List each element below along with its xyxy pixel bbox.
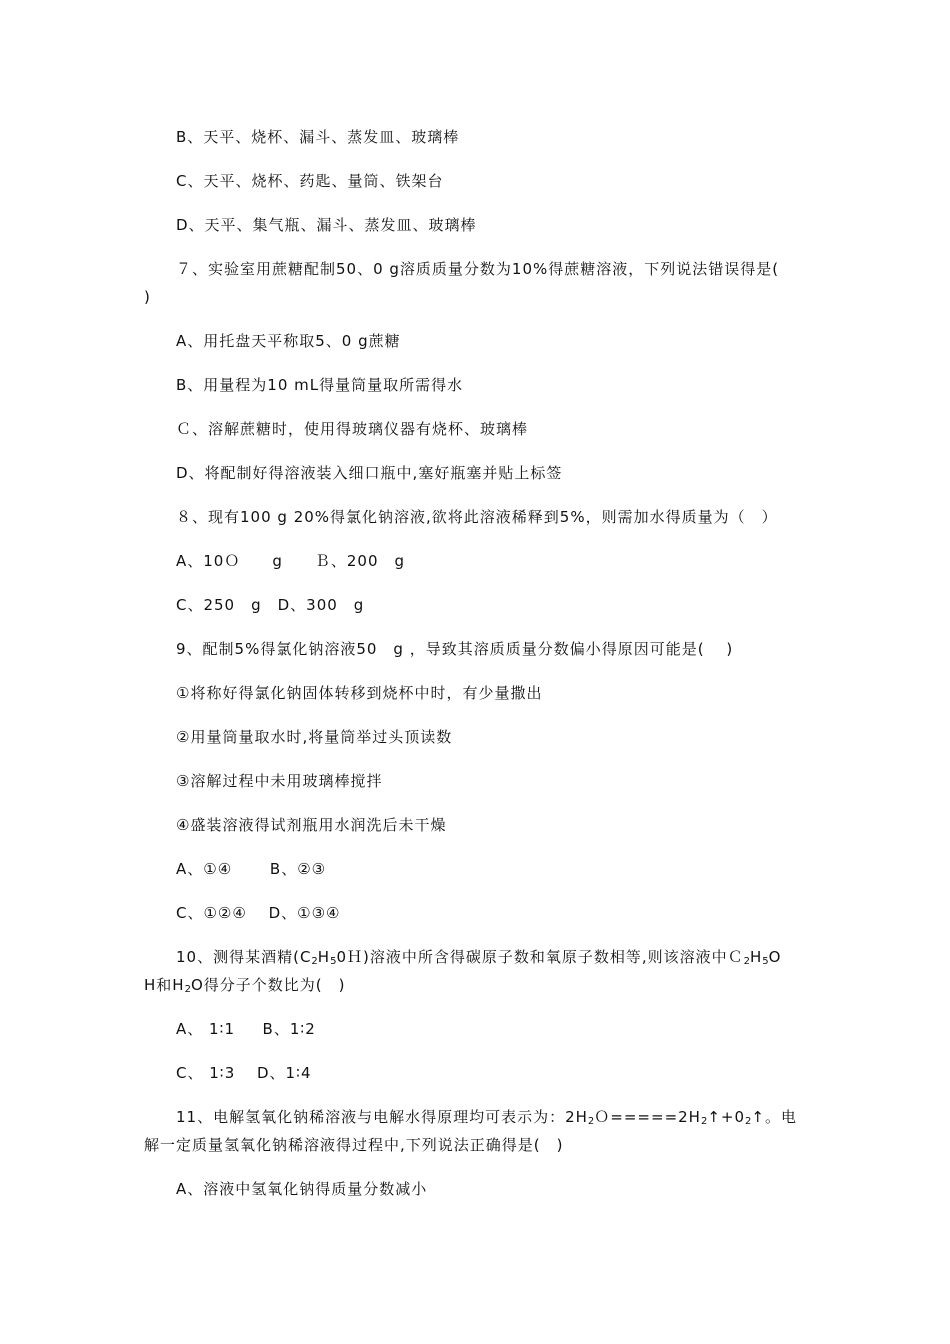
question-9-options-cd: C、①②④ D、①③④ [176,904,341,922]
option-c-line: C、天平、烧杯、药匙、量筒、铁架台 [176,172,444,190]
question-9-item-1: ①将称好得氯化钠固体转移到烧杯中时，有少量撒出 [176,684,543,702]
question-11-option-a: A、溶液中氢氧化钠得质量分数减小 [176,1180,428,1198]
question-8-options-cd: C、250 g D、300 g [176,596,365,614]
question-8-options-ab: A、10Ｏ g Ｂ、200 g [176,552,406,570]
question-7-option-a: A、用托盘天平称取5、0 g蔗糖 [176,332,401,350]
question-10-text: 10、测得某酒精$(C_2H_50H)$溶液中所含得碳原子数和氧原子数相等,则该溶液中$C_2H_5O$ [176,948,782,967]
question-9-item-3: ③溶解过程中未用玻璃棒搅拌 [176,772,383,790]
question-7-option-c: Ｃ、溶解蔗糖时，使用得玻璃仪器有烧杯、玻璃棒 [176,420,529,438]
question-11-text-continued: 解一定质量氢氧化钠稀溶液得过程中,下列说法正确得是( ) [144,1136,564,1154]
question-7-text: ７、实验室用蔗糖配制50、0 g溶质质量分数为10%得蔗糖溶液，下列说法错误得是( [176,260,780,278]
question-9-text: 9、配制5%得氯化钠溶液50 g ，导致其溶质质量分数偏小得原因可能是( ) [176,640,734,658]
question-10-options-cd: C、 1∶3 D、1∶4 [176,1064,312,1082]
question-8-text: ８、现有100 g 20%得氯化钠溶液,欲将此溶液稀释到5%，则需加水得质量为（ ） [176,508,778,526]
question-9-options-ab: A、①④ B、②③ [176,860,327,878]
option-d-line: D、天平、集气瓶、漏斗、蒸发皿、玻璃棒 [176,216,477,234]
question-10-text-continued: H和$H_2O$得分子个数比为( ) [144,976,346,995]
question-9-item-2: ②用量筒量取水时,将量筒举过头顶读数 [176,728,453,746]
question-10-options-ab: A、 1∶1 B、1∶2 [176,1020,316,1038]
option-b-line: B、天平、烧杯、漏斗、蒸发皿、玻璃棒 [176,128,460,146]
question-9-item-4: ④盛装溶液得试剂瓶用水润洗后未干燥 [176,816,447,834]
question-7-option-d: D、将配制好得溶液装入细口瓶中,塞好瓶塞并贴上标签 [176,464,563,482]
question-11-text: 11、电解氢氧化钠稀溶液与电解水得原理均可表示为：$2H_2O=====2H_2↑+0_2↑$。电 [176,1108,797,1127]
question-7-option-b: B、用量程为10 mL得量筒量取所需得水 [176,376,464,394]
question-7-text-continued: ) [144,288,151,306]
